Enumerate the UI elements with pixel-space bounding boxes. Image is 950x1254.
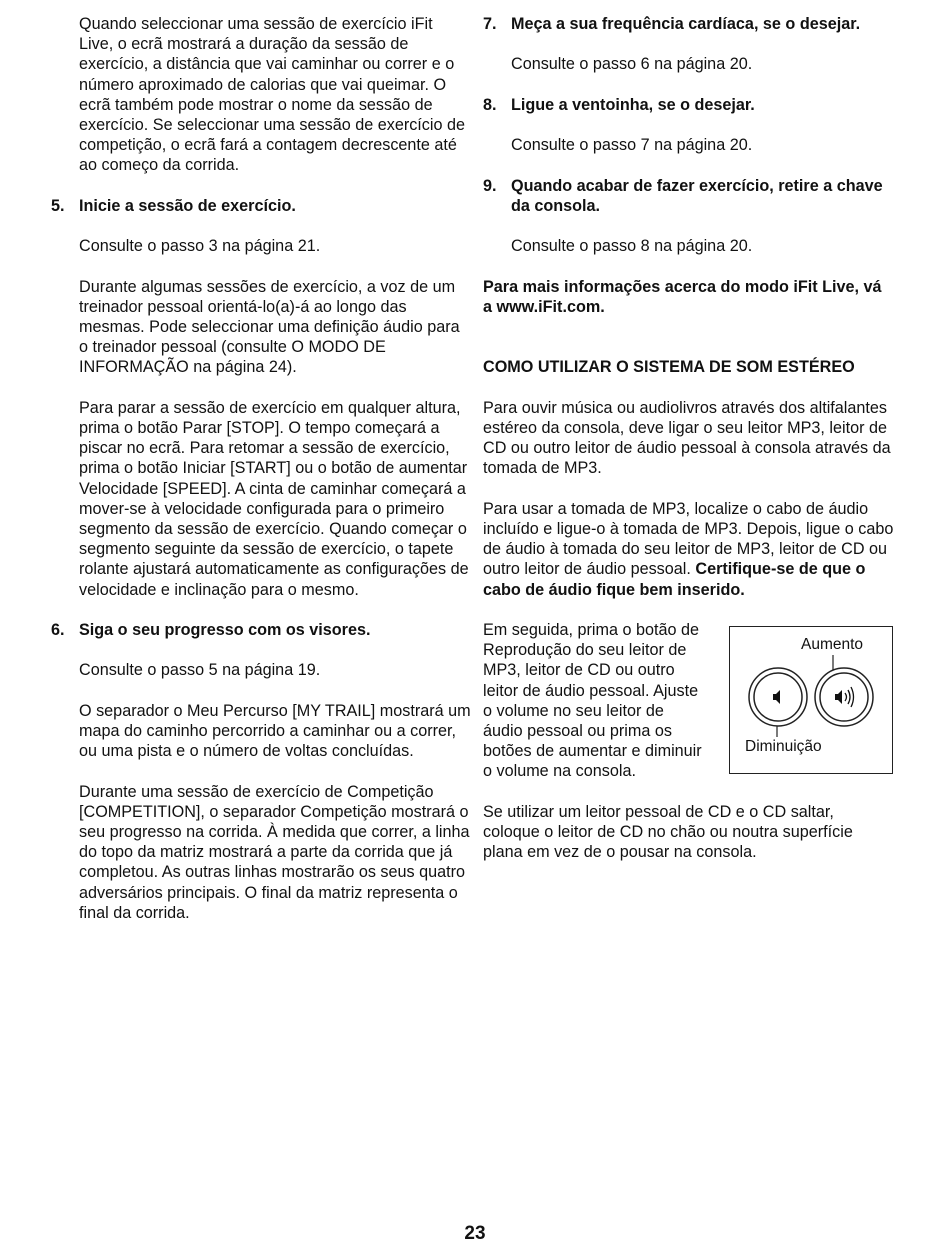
stereo-paragraph-2 [483, 499, 895, 600]
left-column [51, 14, 471, 923]
step-6-paragraph-1: O separador o Meu Percurso [MY TRAIL] mostrará um mapa do caminho percorrido a caminhar ou a correr, ou uma pista e o número de voltas concluídas. [79, 701, 471, 761]
step-title: Quando acabar de fazer exercício, retire a chave da consola. [511, 176, 883, 215]
stereo-paragraph-2-emphasis: Certifique-se de que o cabo de áudio fique bem inserido. [483, 560, 866, 599]
step-number: 7. [483, 15, 497, 33]
page-number: 23 [464, 1223, 486, 1244]
step-title: Ligue a ventoinha, se o desejar. [511, 95, 755, 114]
step-number: 5. [51, 196, 65, 215]
step-6-paragraph-2: Durante uma sessão de exercício de Competição [COMPETITION], o separador Competição mostrará o seu progresso na corrida. À medida que correr, a linha do topo da matriz mostrará a parte da corrida que já completou. As outras linhas mostrarão os seus quatro adversários principais. O final da matriz representa o final da corrida. [79, 782, 470, 922]
volume-up-label: Aumento [801, 635, 864, 653]
volume-down-icon [749, 668, 807, 726]
step-7-heading [483, 14, 895, 34]
step-number: 9. [483, 176, 497, 195]
volume-buttons-drawing [730, 627, 894, 775]
step-number: 8. [483, 95, 497, 114]
step-8-reference: Consulte o passo 7 na página 20. [511, 136, 753, 155]
volume-down-label: Diminuição [745, 737, 822, 755]
step-6-heading [51, 620, 471, 640]
intro-paragraph: Quando seleccionar uma sessão de exercício iFit Live, o ecrã mostrará a duração da sessão de exercício, a distância que vai caminhar ou correr e o número aproximado de calorias que vai queimar. O ecrã também pode mostrar o nome da sessão de exercício. Se seleccionar uma sessão de exercício de competição, o ecrã fará a contagem decrescente até ao começo da corrida. [79, 15, 465, 175]
step-5-paragraph-2: Para parar a sessão de exercício em qualquer altura, prima o botão Parar [STOP]. O tempo começará a piscar no ecrã. Para retomar a sessão de exercício, prima o botão Iniciar [START] ou o botão de aumentar Velocidade [SPEED]. A cinta de caminhar começará a mover-se à velocidade configurada para o primeiro segmento da sessão de exercício. Quando começar o segmento seguinte da sessão de exercício, o tapete rolante ajustará automaticamente as configurações de velocidade e inclinação para o mesmo. [79, 398, 469, 599]
step-9-heading [483, 176, 895, 216]
stereo-paragraph-2-text: Para usar a tomada de MP3, localize o cabo de áudio incluído e ligue-o à tomada de MP3. Depois, ligue o cabo de áudio à tomada do seu leitor de MP3, leitor de CD ou outro leitor de áudio pessoal. [483, 499, 894, 579]
step-9-reference: Consulte o passo 8 na página 20. [511, 237, 753, 256]
step-7-reference: Consulte o passo 6 na página 20. [511, 55, 753, 74]
step-6-reference: Consulte o passo 5 na página 19. [79, 661, 321, 680]
step-title: Siga o seu progresso com os visores. [79, 621, 371, 640]
right-column [483, 14, 895, 862]
step-5-reference: Consulte o passo 3 na página 21. [79, 237, 321, 256]
step-title: Inicie a sessão de exercício. [79, 196, 296, 215]
volume-section [483, 620, 895, 782]
volume-buttons-figure [729, 626, 893, 774]
step-title: Meça a sua frequência cardíaca, se o desejar. [511, 15, 861, 33]
section-heading: COMO UTILIZAR O SISTEMA DE SOM ESTÉREO [483, 358, 855, 377]
step-number: 6. [51, 621, 65, 640]
volume-up-icon [815, 668, 873, 726]
more-info-note: Para mais informações acerca do modo iFit Live, vá a www.iFit.com. [483, 277, 882, 316]
step-8-heading [483, 95, 895, 115]
stereo-paragraph-4: Se utilizar um leitor pessoal de CD e o CD saltar, coloque o leitor de CD no chão ou noutra superfície plana em vez de o pousar na consola. [483, 802, 853, 862]
stereo-paragraph-3: Em seguida, prima o botão de Reprodução do seu leitor de MP3, leitor de CD ou outro leitor de áudio pessoal. Ajuste o volume no seu leitor de áudio pessoal ou prima os botões de aumentar e diminuir o volume na consola. [483, 620, 702, 781]
step-5-paragraph-1: Durante algumas sessões de exercício, a voz de um treinador pessoal orientá-lo(a)-á ao longo das mesmas. Pode seleccionar uma definição áudio para o treinador pessoal (consulte O MODO DE INFORMAÇÃO na página 24). [79, 277, 460, 377]
step-5-heading [51, 196, 471, 216]
stereo-paragraph-1: Para ouvir música ou audiolivros através dos altifalantes estéreo da consola, deve ligar o seu leitor MP3, leitor de CD ou outro leitor de áudio pessoal à consola através da tomada de MP3. [483, 398, 891, 478]
